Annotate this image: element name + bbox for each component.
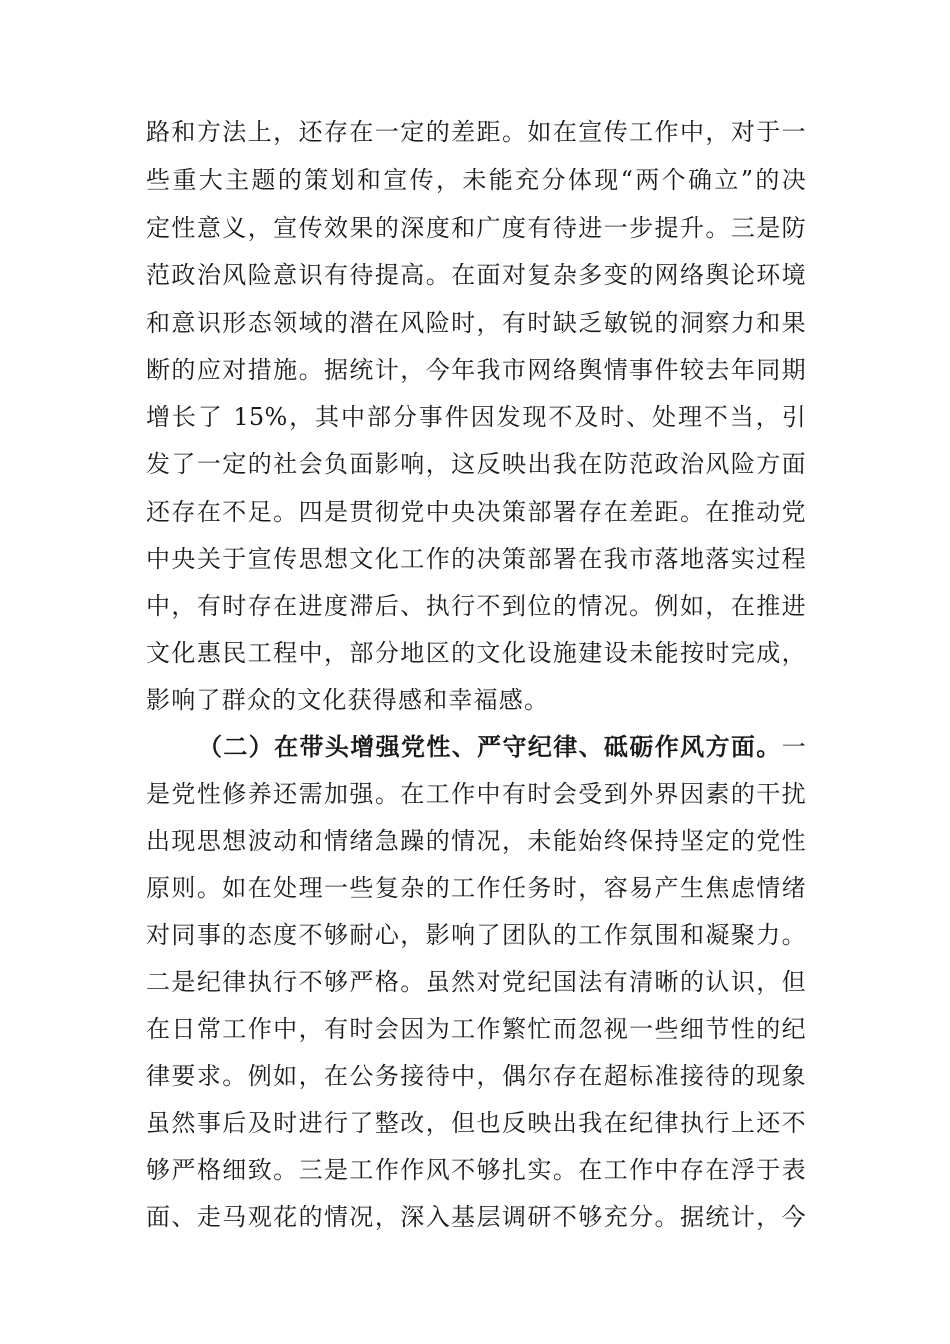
text-line: 二是纪律执行不够严格。虽然对党纪国法有清晰的认识，但 — [146, 968, 806, 996]
text-line: 在日常工作中，有时会因为工作繁忙而忽视一些细节性的纪 — [146, 1015, 806, 1043]
text-line: 文化惠民工程中，部分地区的文化设施建设未能按时完成， — [146, 639, 806, 667]
text-line: 律要求。例如，在公务接待中，偶尔存在超标准接待的现象 — [146, 1062, 806, 1090]
text-line: 是党性修养还需加强。在工作中有时会受到外界因素的干扰 — [146, 780, 806, 808]
text-line: 范政治风险意识有待提高。在面对复杂多变的网络舆论环境 — [146, 261, 806, 289]
text-line: 增长了 15%，其中部分事件因发现不及时、处理不当，引 — [146, 403, 806, 431]
text-line: 路和方法上，还存在一定的差距。如在宣传工作中，对于一 — [146, 118, 806, 146]
text-line: 对同事的态度不够耐心，影响了团队的工作氛围和凝聚力。 — [146, 921, 806, 949]
text-line: 定性意义，宣传效果的深度和广度有待进一步提升。三是防 — [146, 214, 806, 242]
text-line: 面、走马观花的情况，深入基层调研不够充分。据统计，今 — [146, 1203, 806, 1231]
text-line: 原则。如在处理一些复杂的工作任务时，容易产生焦虑情绪 — [146, 874, 806, 902]
text-line: 够严格细致。三是工作作风不够扎实。在工作中存在浮于表 — [146, 1156, 806, 1184]
text-line: 断的应对措施。据统计，今年我市网络舆情事件较去年同期 — [146, 356, 806, 384]
section-heading-rest: 一 — [781, 733, 806, 761]
text-line: 出现思想波动和情绪急躁的情况，未能始终保持坚定的党性 — [146, 827, 806, 855]
text-line: 影响了群众的文化获得感和幸福感。 — [146, 686, 550, 714]
text-line: 发了一定的社会负面影响，这反映出我在防范政治风险方面 — [146, 450, 806, 478]
text-line: 中央关于宣传思想文化工作的决策部署在我市落地落实过程 — [146, 545, 806, 573]
section-heading: （二）在带头增强党性、严守纪律、砥砺作风方面。 — [198, 732, 782, 761]
text-line: 还存在不足。四是贯彻党中央决策部署存在差距。在推动党 — [146, 498, 806, 526]
section-heading-line — [198, 725, 806, 769]
text-line: 些重大主题的策划和宣传，未能充分体现“两个确立”的决 — [146, 166, 806, 194]
text-line: 和意识形态领域的潜在风险时，有时缺乏敏锐的洞察力和果 — [146, 309, 806, 337]
text-line: 中，有时存在进度滞后、执行不到位的情况。例如，在推进 — [146, 592, 806, 620]
text-line: 虽然事后及时进行了整改，但也反映出我在纪律执行上还不 — [146, 1109, 806, 1137]
